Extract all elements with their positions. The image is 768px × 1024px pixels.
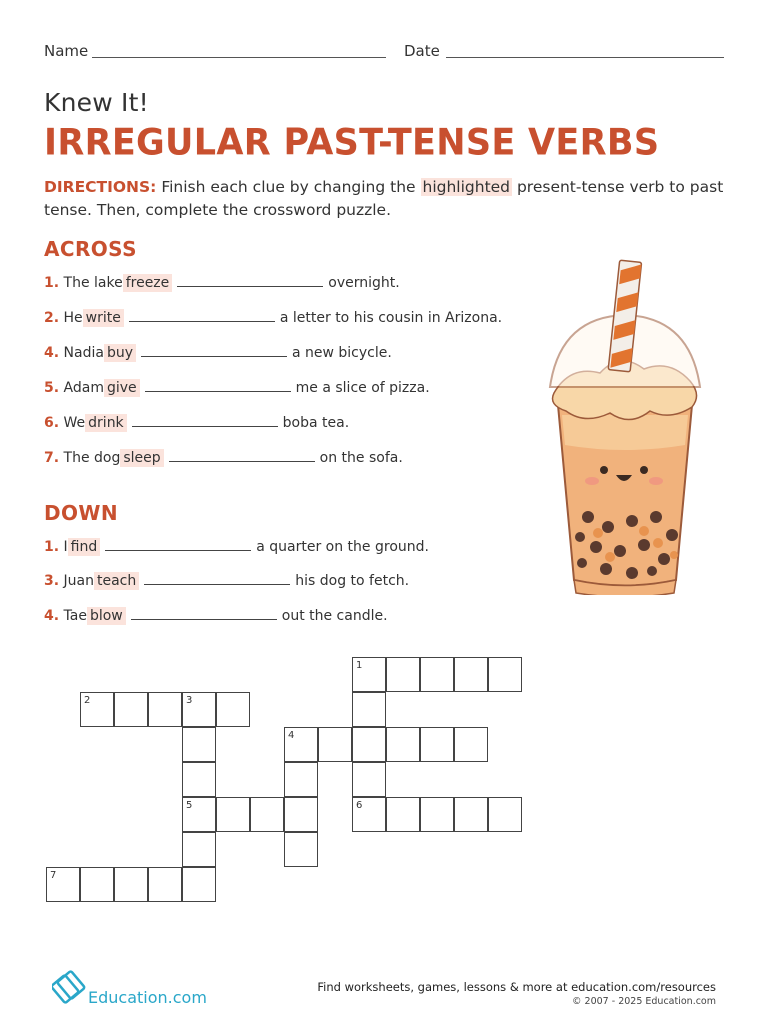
clue-subject: The lake — [63, 275, 123, 291]
crossword-cell[interactable] — [80, 867, 114, 902]
crossword-cell[interactable] — [182, 832, 216, 867]
clue-number: 6. — [44, 415, 60, 431]
crossword-cell[interactable] — [352, 762, 386, 797]
crossword-cell[interactable] — [454, 657, 488, 692]
clue-rest: a new bicycle. — [291, 345, 392, 361]
crossword-cell[interactable] — [488, 657, 522, 692]
clue-number: 7. — [44, 450, 60, 466]
crossword-cell[interactable] — [386, 797, 420, 832]
clue-number: 4. — [44, 608, 60, 624]
directions-label: DIRECTIONS: — [44, 178, 157, 196]
answer-blank[interactable] — [141, 342, 287, 357]
clue-subject: He — [63, 310, 83, 326]
crossword-cell[interactable] — [114, 867, 148, 902]
directions-text-after: present-tense verb to past tense. Then, complete the crossword puzzle. — [44, 178, 724, 219]
across-clue-5 — [44, 377, 430, 399]
clue-rest: his dog to fetch. — [295, 573, 410, 589]
crossword-cell[interactable] — [148, 867, 182, 902]
crossword-cell[interactable] — [352, 797, 386, 832]
clue-verb: find — [68, 538, 101, 556]
crossword-cell[interactable] — [284, 727, 318, 762]
crossword-cell[interactable] — [488, 797, 522, 832]
across-clue-7 — [44, 447, 403, 469]
crossword-cell-number: 2 — [84, 695, 91, 706]
clue-verb: give — [104, 379, 140, 397]
clue-rest: out the candle. — [281, 608, 388, 624]
clue-rest: on the sofa. — [319, 450, 403, 466]
clue-verb: freeze — [123, 274, 173, 292]
crossword-cell[interactable] — [454, 797, 488, 832]
directions — [44, 176, 724, 222]
clue-verb: sleep — [120, 449, 163, 467]
clue-subject: Juan — [63, 573, 94, 589]
answer-blank[interactable] — [169, 447, 315, 462]
crossword-cell[interactable] — [420, 797, 454, 832]
across-clue-4 — [44, 342, 392, 364]
clue-number: 1. — [44, 275, 60, 291]
crossword-cell[interactable] — [182, 797, 216, 832]
boba-tea-illustration — [540, 255, 710, 595]
crossword-cell-number: 5 — [186, 800, 193, 811]
across-clue-6 — [44, 412, 349, 434]
clue-subject: The dog — [63, 450, 121, 466]
crossword-cell[interactable] — [318, 727, 352, 762]
clue-verb: drink — [85, 414, 127, 432]
crossword-cell[interactable] — [420, 657, 454, 692]
crossword-cell[interactable] — [352, 657, 386, 692]
clue-rest: a quarter on the ground. — [256, 539, 429, 555]
clue-verb: teach — [94, 572, 139, 590]
crossword-cell[interactable] — [420, 727, 454, 762]
answer-blank[interactable] — [131, 605, 277, 620]
answer-blank[interactable] — [177, 272, 323, 287]
crossword-cell-number: 3 — [186, 695, 193, 706]
clue-subject: Tae — [63, 608, 87, 624]
crossword-cell[interactable] — [386, 657, 420, 692]
down-clue-3 — [44, 570, 409, 592]
worksheet-subtitle: Knew It! — [44, 88, 149, 117]
down-clue-4 — [44, 605, 388, 627]
answer-blank[interactable] — [132, 412, 278, 427]
clue-number: 1. — [44, 539, 60, 555]
clue-number: 3. — [44, 573, 60, 589]
crossword-cell[interactable] — [182, 867, 216, 902]
answer-blank[interactable] — [129, 307, 275, 322]
clue-rest: boba tea. — [282, 415, 350, 431]
across-clue-2 — [44, 307, 502, 329]
down-clue-1 — [44, 536, 429, 558]
clue-subject: Adam — [63, 380, 104, 396]
clue-number: 4. — [44, 345, 60, 361]
clue-verb: write — [83, 309, 124, 327]
crossword-cell[interactable] — [80, 692, 114, 727]
crossword-cell[interactable] — [284, 832, 318, 867]
crossword-cell[interactable] — [148, 692, 182, 727]
crossword-cell-number: 6 — [356, 800, 363, 811]
name-field-line[interactable] — [92, 57, 386, 58]
crossword-cell-number: 7 — [50, 870, 57, 881]
date-field-line[interactable] — [446, 57, 724, 58]
crossword-cell[interactable] — [46, 867, 80, 902]
clue-number: 5. — [44, 380, 60, 396]
clue-number: 2. — [44, 310, 60, 326]
worksheet-title: IRREGULAR PAST-TENSE VERBS — [44, 122, 660, 164]
crossword-cell[interactable] — [182, 727, 216, 762]
crossword-cell[interactable] — [284, 797, 318, 832]
answer-blank[interactable] — [145, 377, 291, 392]
directions-text-before: Finish each clue by changing the — [156, 178, 421, 196]
clue-verb: buy — [104, 344, 136, 362]
crossword-cell[interactable] — [352, 727, 386, 762]
crossword-cell[interactable] — [216, 797, 250, 832]
crossword-cell-number: 4 — [288, 730, 295, 741]
crossword-cell[interactable] — [386, 727, 420, 762]
clue-subject: Nadia — [63, 345, 104, 361]
footer-copyright: © 2007 - 2025 Education.com — [572, 996, 716, 1007]
crossword-cell[interactable] — [352, 692, 386, 727]
directions-highlight-word: highlighted — [422, 178, 511, 196]
clue-verb: blow — [87, 607, 126, 625]
name-label: Name — [44, 42, 89, 60]
down-heading: DOWN — [44, 501, 119, 525]
crossword-cell[interactable] — [182, 692, 216, 727]
clue-rest: me a slice of pizza. — [295, 380, 430, 396]
across-heading: ACROSS — [44, 237, 137, 261]
education-logo-icon — [52, 970, 86, 1004]
footer-tagline: Find worksheets, games, lessons & more at education.com/resources — [317, 980, 716, 994]
clue-rest: overnight. — [328, 275, 400, 291]
date-label: Date — [404, 42, 440, 60]
clue-rest: a letter to his cousin in Arizona. — [279, 310, 503, 326]
answer-blank[interactable] — [144, 570, 290, 585]
clue-subject: We — [63, 415, 86, 431]
crossword-cell[interactable] — [114, 692, 148, 727]
across-clue-1 — [44, 272, 400, 294]
crossword-cell-number: 1 — [356, 660, 363, 671]
crossword-cell[interactable] — [182, 762, 216, 797]
clue-subject: I — [63, 539, 68, 555]
crossword-cell[interactable] — [284, 762, 318, 797]
answer-blank[interactable] — [105, 536, 251, 551]
crossword-cell[interactable] — [250, 797, 284, 832]
crossword-cell[interactable] — [454, 727, 488, 762]
education-brand: Education.com — [88, 988, 207, 1007]
crossword-cell[interactable] — [216, 692, 250, 727]
